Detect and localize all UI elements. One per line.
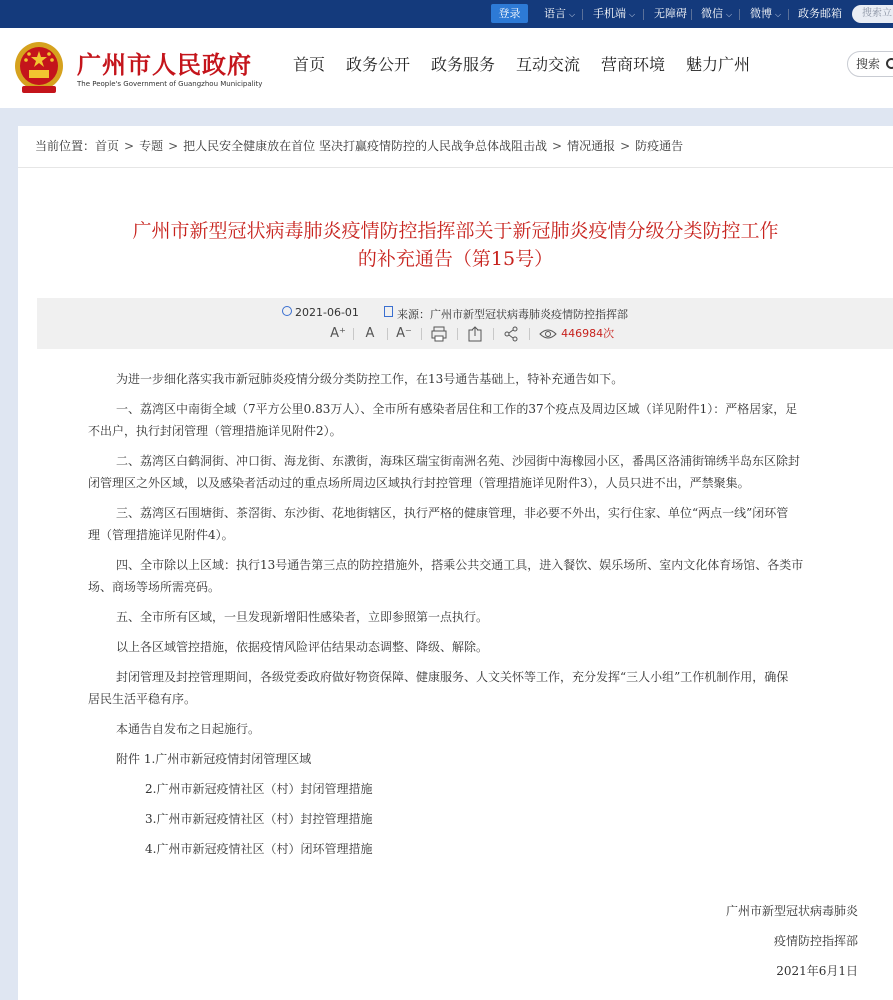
paragraph: 以上各区域管控措施，依据疫情风险评估结果动态调整、降级、解除。 [116, 640, 489, 654]
article-source-text: 来源：广州市新型冠状病毒肺炎疫情防控指挥部 [397, 308, 628, 321]
share-out-button[interactable] [465, 324, 485, 344]
font-reset-button[interactable]: A [365, 326, 375, 341]
share-icon [503, 326, 519, 342]
search-icon[interactable] [886, 58, 893, 69]
divider [529, 328, 530, 340]
divider [691, 9, 692, 20]
login-button[interactable]: 登录 [491, 4, 528, 23]
paragraph: 闭管理区之外区域，以及感染者活动过的重点场所周边区域执行封控管理（管理措施详见附件3），人员只进不出，严禁聚集。 [88, 476, 750, 490]
attachment-item[interactable]: 附件 1.广州市新冠疫情封闭管理区域 [116, 752, 312, 766]
paragraph: 五、全市所有区域，一旦发现新增阳性感染者，立即参照第一点执行。 [116, 610, 489, 624]
paragraph: 理（管理措施详见附件4）。 [88, 528, 234, 542]
divider [387, 328, 388, 340]
eye-icon [539, 328, 557, 340]
paragraph: 封闭管理及封控管理期间，各级党委政府做好物资保障、健康服务、人文关怀等工作，充分发挥“三人小组”工作机制作用，确保 [116, 670, 789, 684]
attachment-item[interactable]: 3.广州市新冠疫情社区（村）封控管理措施 [145, 812, 373, 826]
weibo-label: 微博 [750, 7, 772, 20]
site-logo-title[interactable]: 广州市人民政府 [77, 50, 252, 79]
chevron-down-icon: ⌵ [775, 10, 782, 19]
breadcrumb [18, 126, 893, 168]
divider [739, 9, 740, 20]
divider [353, 328, 354, 340]
nav-charm-guangzhou[interactable]: 魅力广州 [686, 55, 751, 74]
paragraph: 不出户，执行封闭管理（管理措施详见附件2）。 [88, 424, 342, 438]
chevron-down-icon: ⌵ [629, 10, 636, 19]
chevron-down-icon: ⌵ [726, 10, 733, 19]
attachment-item[interactable]: 2.广州市新冠疫情社区（村）封闭管理措施 [145, 782, 373, 796]
paragraph: 为进一步细化落实我市新冠肺炎疫情分级分类防控工作，在13号通告基础上，特补充通告如下。 [116, 372, 624, 386]
paragraph: 场、商场等场所需亮码。 [88, 580, 221, 594]
font-increase-button[interactable]: A⁺ [330, 326, 346, 341]
signature-date: 2021年6月1日 [776, 964, 858, 978]
wechat-menu[interactable] [701, 0, 732, 28]
breadcrumb-current[interactable]: 防疫通告 [635, 139, 684, 153]
article-panel [18, 126, 893, 1000]
header-search-input[interactable] [847, 51, 893, 77]
wechat-label: 微信 [701, 7, 723, 20]
paragraph: 居民生活平稳有序。 [88, 692, 197, 706]
breadcrumb-special[interactable]: 把人民安全健康放在首位 坚决打赢疫情防控的人民战争总体战阻击战 [183, 139, 547, 153]
breadcrumb-reports[interactable]: 情况通报 [567, 139, 616, 153]
article-meta-bar [37, 298, 893, 349]
paragraph: 四、全市除以上区域：执行13号通告第三点的防控措施外，搭乘公共交通工具，进入餐饮、娱乐场所、室内文化体育场馆、各类市 [116, 558, 804, 572]
language-menu[interactable] [544, 0, 575, 28]
font-decrease-button[interactable]: A⁻ [396, 326, 412, 341]
publish-date [295, 306, 359, 319]
document-icon [384, 306, 393, 317]
print-button[interactable] [429, 324, 449, 344]
publish-date-text: 2021-06-01 [295, 306, 359, 319]
nav-home[interactable]: 首页 [293, 55, 326, 74]
breadcrumb-prefix: 当前位置： [35, 139, 96, 153]
divider [421, 328, 422, 340]
breadcrumb-separator: > [620, 139, 631, 153]
view-count-text: 446984次 [561, 327, 615, 340]
paragraph: 本通告自发布之日起施行。 [116, 722, 261, 736]
signature-org-line1: 广州市新型冠状病毒肺炎 [725, 904, 858, 918]
breadcrumb-separator: > [124, 139, 135, 153]
breadcrumb-home[interactable]: 首页 [95, 139, 120, 153]
nav-business[interactable]: 营商环境 [601, 55, 666, 74]
site-header [0, 28, 893, 108]
nav-gov-services[interactable]: 政务服务 [431, 55, 496, 74]
article-title-line2: 的补充通告（第15号） [357, 248, 554, 270]
nav-gov-affairs[interactable]: 政务公开 [346, 55, 411, 74]
share-button[interactable] [501, 324, 521, 344]
weibo-menu[interactable] [750, 0, 781, 28]
gov-mail-link[interactable]: 政务邮箱 [798, 7, 842, 20]
article-title-line1: 广州市新型冠状病毒肺炎疫情防控指挥部关于新冠肺炎疫情分级分类防控工作 [132, 220, 779, 242]
divider [643, 9, 644, 20]
national-emblem-icon [12, 40, 66, 96]
divider [493, 328, 494, 340]
share-out-icon [467, 326, 483, 342]
paragraph: 二、荔湾区白鹤洞街、冲口街、海龙街、东漖街，海珠区瑞宝街南洲名苑、沙园街中海橡园小区，番禺区洛浦街锦绣半岛东区除封 [116, 454, 801, 468]
nav-interaction[interactable]: 互动交流 [516, 55, 581, 74]
top-utility-bar [0, 0, 893, 28]
signature-org-line2: 疫情防控指挥部 [773, 934, 858, 948]
view-count [539, 324, 615, 344]
article-source [397, 306, 628, 322]
chevron-down-icon: ⌵ [569, 10, 576, 19]
paragraph: 一、荔湾区中南街全域（7平方公里0.83万人）、全市所有感染者居住和工作的37个疫点及周边区域（详见附件1）：严格居家，足 [116, 402, 798, 416]
clock-icon [282, 306, 292, 316]
accessibility-link[interactable]: 无障碍 [654, 7, 687, 20]
mobile-menu[interactable] [593, 0, 635, 28]
mobile-label: 手机端 [593, 7, 626, 20]
breadcrumb-separator: > [168, 139, 179, 153]
paragraph: 三、荔湾区石围塘街、茶滘街、东沙街、花地街辖区，执行严格的健康管理，非必要不外出，实行住家、单位“两点一线”闭环管 [116, 506, 789, 520]
language-label: 语言 [544, 7, 566, 20]
attachment-item[interactable]: 4.广州市新冠疫情社区（村）闭环管理措施 [145, 842, 373, 856]
top-search-input[interactable]: 搜索立 [852, 5, 893, 23]
site-logo-subtitle: The People's Government of Guangzhou Municipality [77, 80, 263, 88]
divider [582, 9, 583, 20]
search-label: 搜索 [856, 57, 881, 71]
print-icon [431, 326, 447, 342]
breadcrumb-separator: > [552, 139, 563, 153]
divider [457, 328, 458, 340]
divider [788, 9, 789, 20]
breadcrumb-topics[interactable]: 专题 [139, 139, 164, 153]
